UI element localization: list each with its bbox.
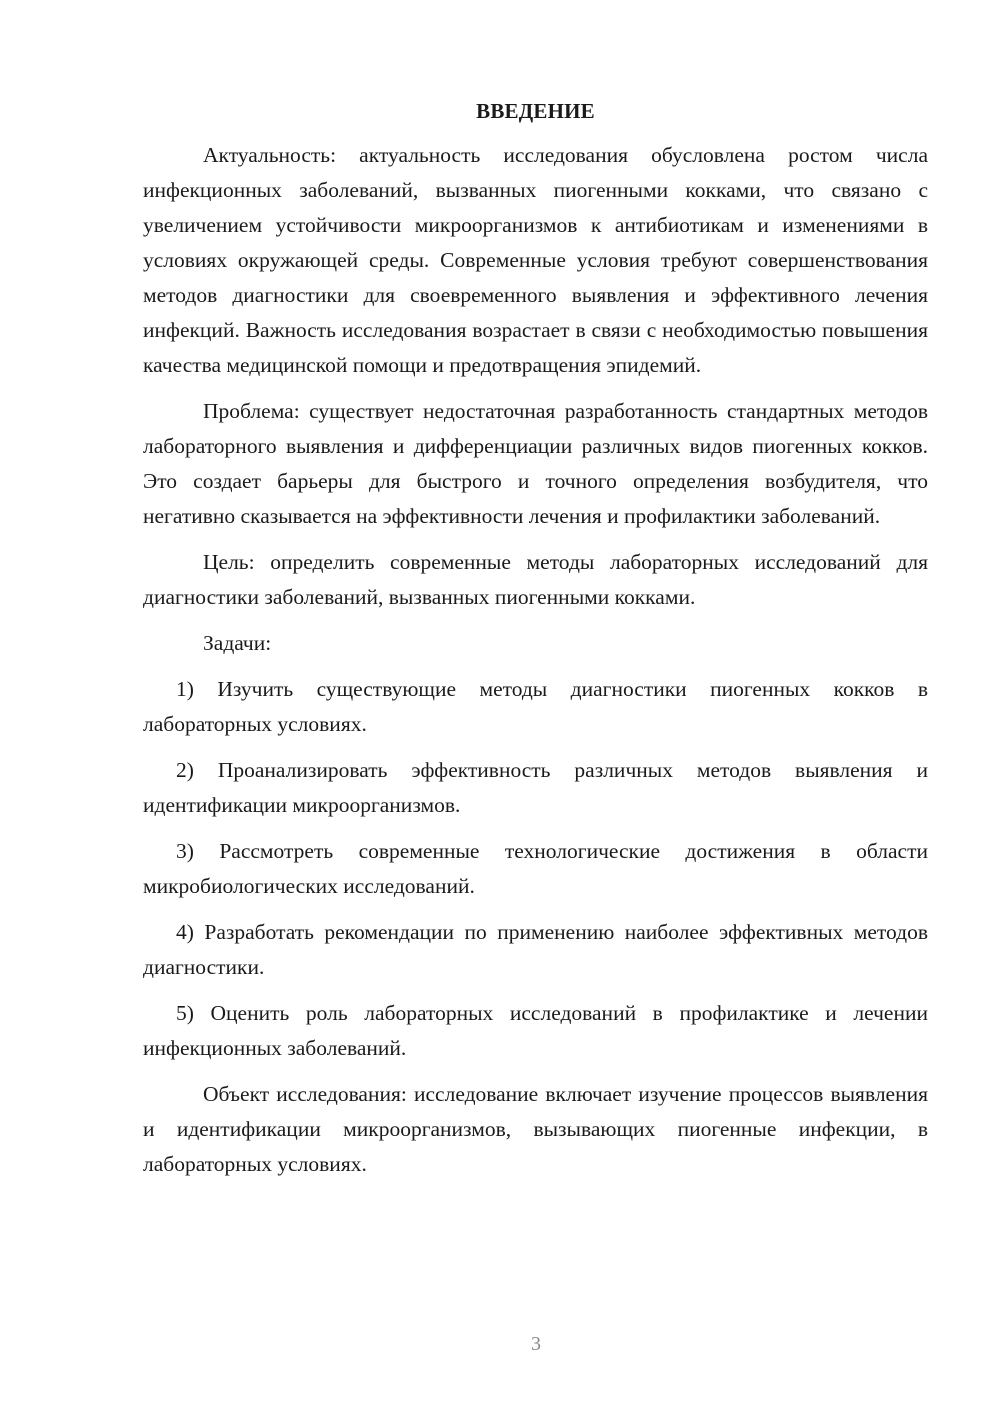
goal-paragraph: Цель: определить современные методы лабораторных исследований для диагностики заболеваний, вызванных пиогенными кокками. [143, 550, 928, 609]
task-item-3: 3) Рассмотреть современные технологические достижения в области микробиологических исследований. [143, 839, 928, 898]
task-item-1: 1) Изучить существующие методы диагностики пиогенных кокков в лабораторных условиях. [143, 677, 928, 736]
relevance-paragraph: Актуальность: актуальность исследования обусловлена ростом числа инфекционных заболеваний, вызванных пиогенными кокками, что связано с увеличением устойчивости микроорганизмов к антибиотикам и изменениями в условиях окружающей среды. Современные условия требуют совершенствования методов диагностики для своевременного выявления и эффективного лечения инфекций. Важность исследования возрастает в связи с необходимостью повышения качества медицинской помощи и предотвращения эпидемий. [143, 143, 928, 377]
section-heading: ВВЕДЕНИЕ [476, 99, 595, 123]
task-item-5: 5) Оценить роль лабораторных исследований в профилактике и лечении инфекционных заболеваний. [143, 1001, 928, 1060]
task-item-2: 2) Проанализировать эффективность различных методов выявления и идентификации микроорганизмов. [143, 758, 928, 817]
research-object-paragraph: Объект исследования: исследование включает изучение процессов выявления и идентификации микроорганизмов, вызывающих пиогенные инфекции, в лабораторных условиях. [143, 1082, 928, 1176]
tasks-label: Задачи: [203, 631, 272, 655]
page-content [143, 96, 928, 1193]
problem-paragraph: Проблема: существует недостаточная разработанность стандартных методов лабораторного выявления и дифференциации различных видов пиогенных кокков. Это создает барьеры для быстрого и точного определения возбудителя, что негативно сказывается на эффективности лечения и профилактики заболеваний. [143, 399, 928, 528]
page-number: 3 [531, 1333, 541, 1355]
task-item-4: 4) Разработать рекомендации по применению наиболее эффективных методов диагностики. [143, 920, 928, 979]
